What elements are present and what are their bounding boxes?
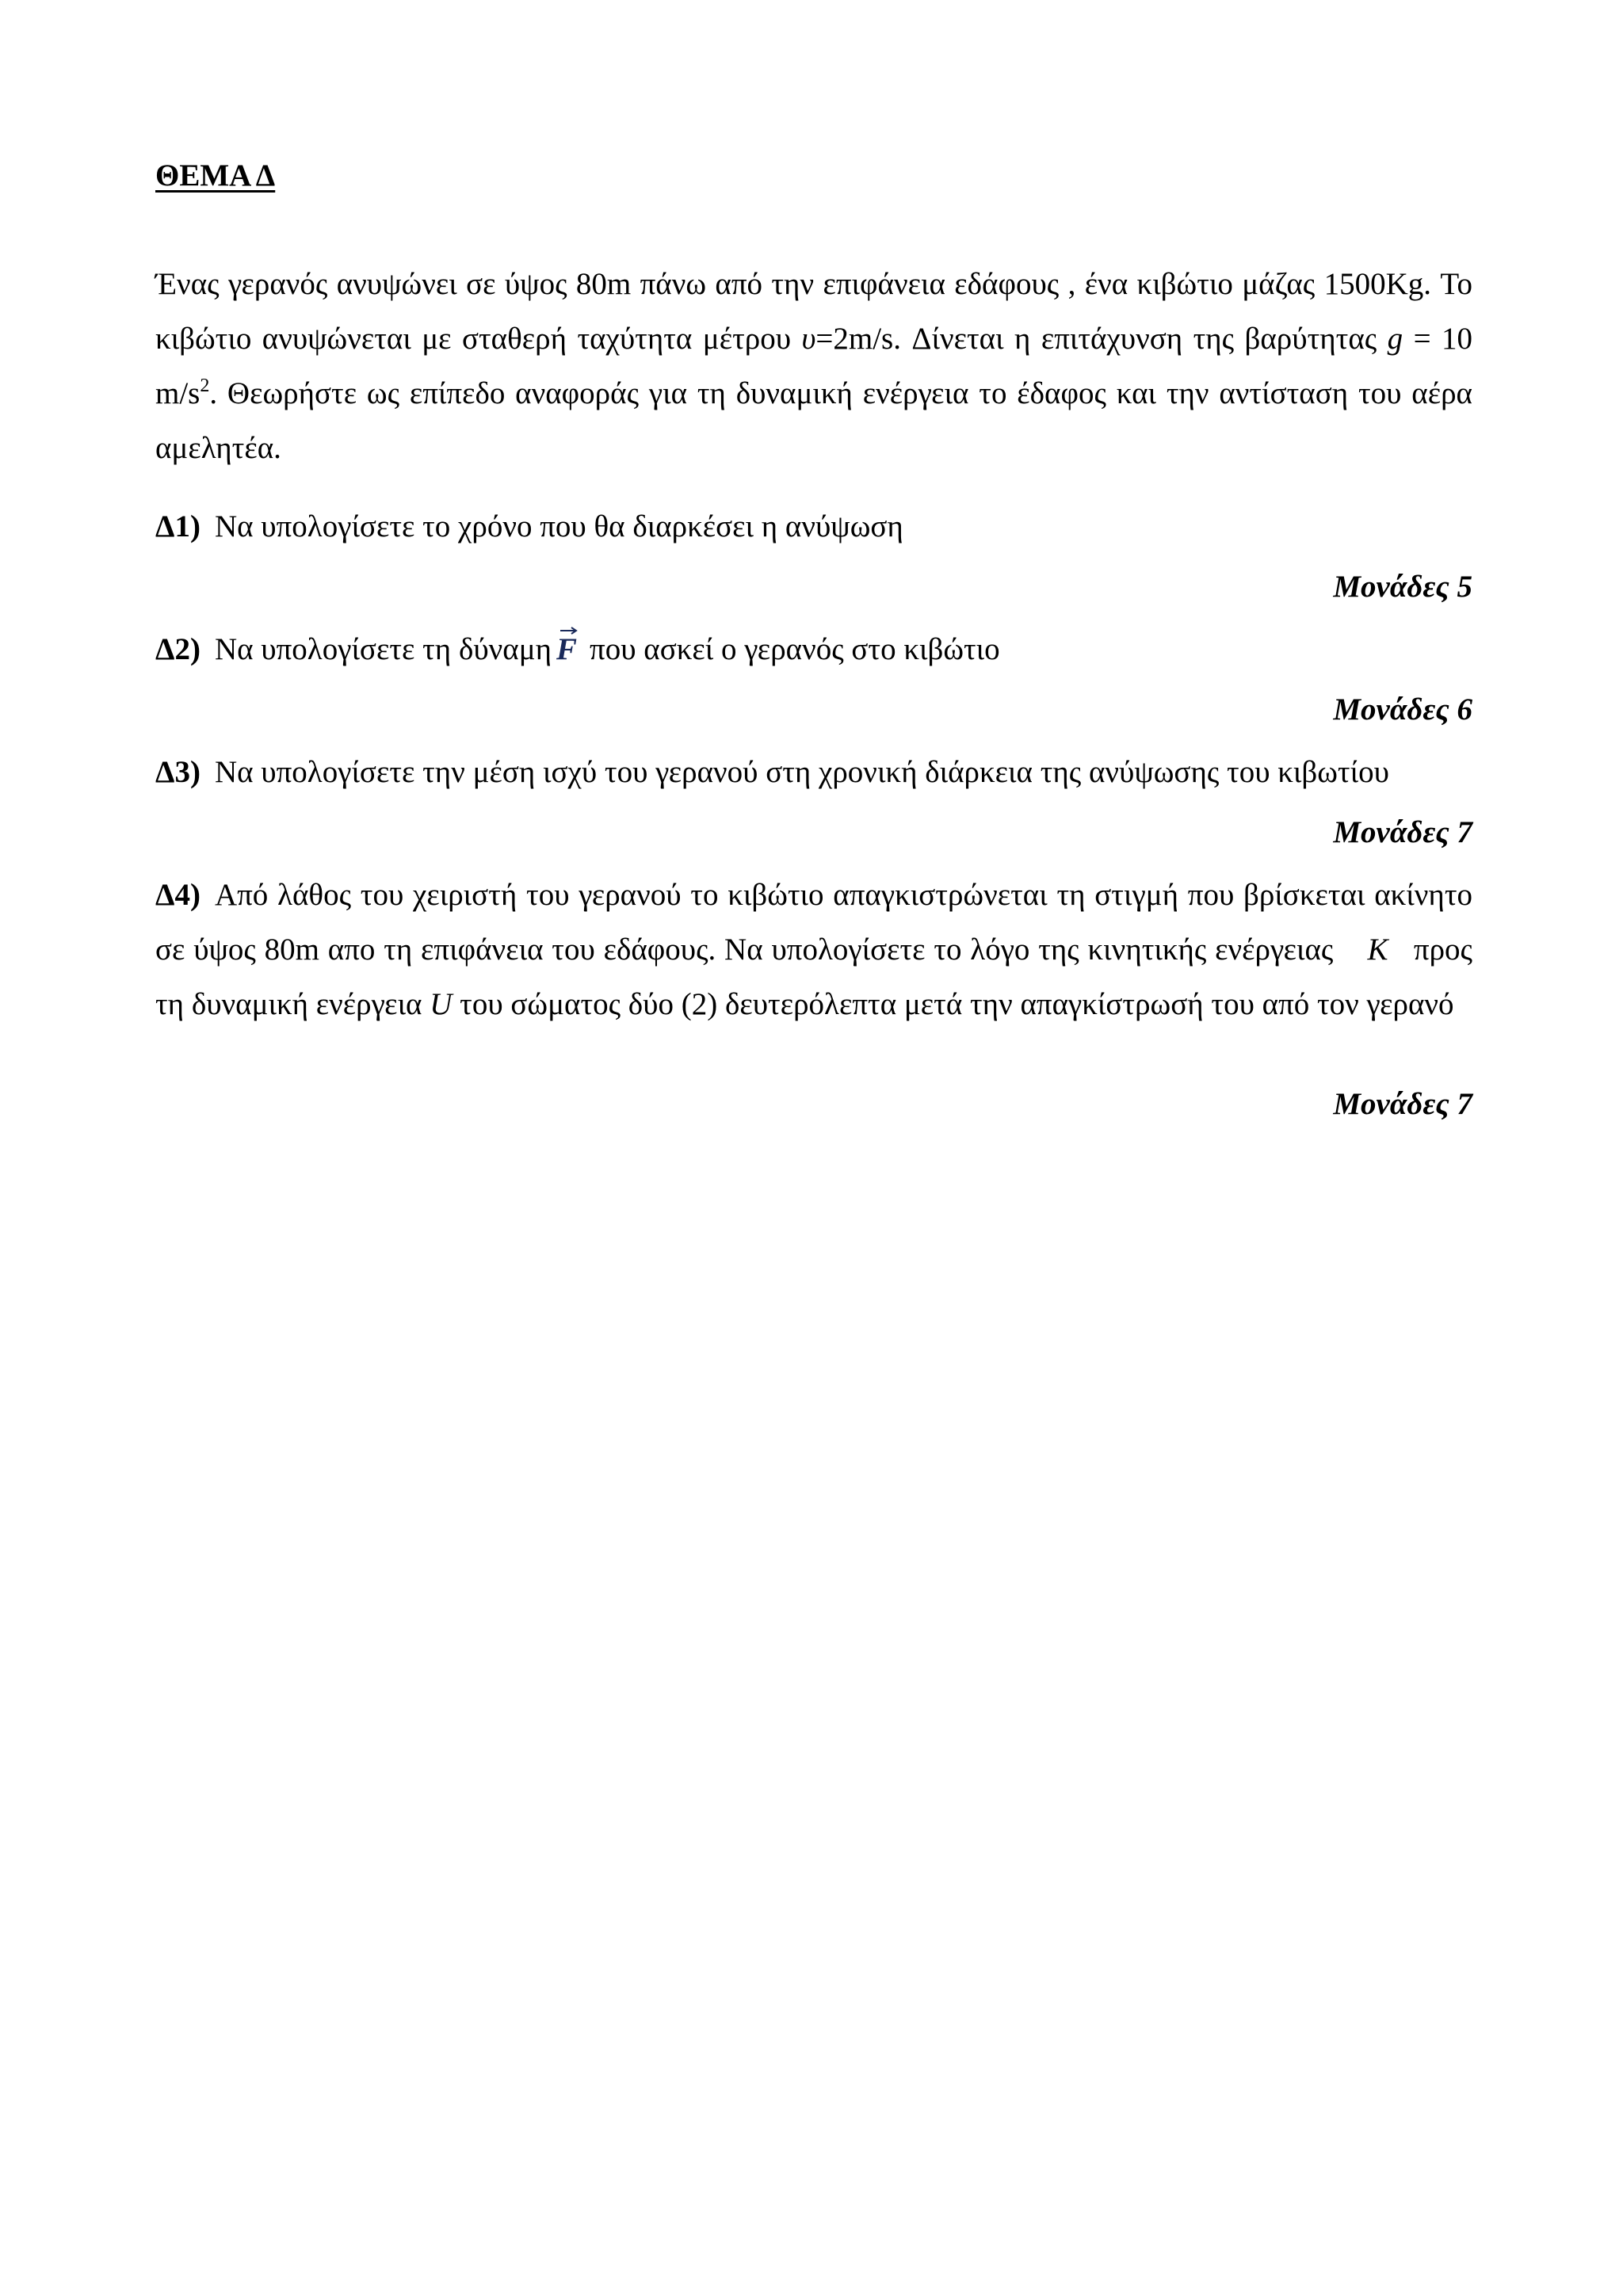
question-label: Δ1) [155, 509, 200, 543]
marks-d4: Μονάδες 7 [1333, 1087, 1472, 1121]
marks-d2: Μονάδες 6 [1333, 692, 1472, 727]
question-text: Να υπολογίσετε την μέση ισχύ του γερανού στη χρονική διάρκεια της ανύψωσης του κιβωτίου [214, 755, 1389, 789]
intro-text-3: = 10 m/s [155, 322, 1472, 410]
problem-statement [155, 257, 1472, 475]
exponent: 2 [200, 376, 210, 396]
section-title: ΘΕΜΑ Δ [155, 158, 276, 193]
marks-d3: Μονάδες 7 [1333, 815, 1472, 849]
question-text-c: του σώματος δύο (2) δευτερόλεπτα μετά την απαγκίστρωσή του από τον γερανό [452, 987, 1454, 1021]
vector-arrow-icon [559, 627, 579, 635]
question-text-after: που ασκεί ο γερανός στο κιβώτιο [590, 632, 1000, 666]
intro-text-1: Ένας γερανός ανυψώνει σε ύψος 80m πάνω από την επιφάνεια εδάφους , ένα κιβώτιο μάζας 1500Kg. Το κιβώτιο ανυψώνεται με σταθερή ταχύτητα μέτρου [155, 267, 1472, 356]
question-label: Δ3) [155, 755, 200, 789]
intro-text-4: . Θεωρήστε ως επίπεδο αναφοράς για τη δυναμική ενέργεια το έδαφος και την αντίσταση του αέρα αμελητέα. [155, 376, 1472, 465]
question-text-b: προς τη δυναμική ενέργεια [155, 933, 1480, 1021]
intro-text-2: =2m/s. Δίνεται η επιτάχυνση της βαρύτητας [815, 322, 1388, 356]
question-d2 [155, 622, 1472, 677]
marks-d1: Μονάδες 5 [1333, 570, 1472, 604]
question-label: Δ2) [155, 632, 200, 666]
potential-energy-symbol: U [430, 987, 453, 1021]
question-d3 [155, 745, 1472, 799]
velocity-symbol: υ [801, 322, 816, 356]
question-d4 [155, 868, 1480, 1032]
question-text-before: Να υπολογίσετε τη δύναμη [214, 632, 552, 666]
document-content [155, 152, 1480, 1131]
kinetic-energy-symbol: K [1367, 933, 1388, 967]
question-text-a: Από λάθος του χειριστή του γερανού το κιβώτιο απαγκιστρώνεται τη στιγμή που βρίσκεται ακίνητο σε ύψος 80m απο τη επιφάνεια του εδάφους. Να υπολογίσετε το λόγο της κινητικής ενέργειας [155, 878, 1480, 967]
gravity-symbol: g [1387, 322, 1403, 356]
question-text: Να υπολογίσετε το χρόνο που θα διαρκέσει η ανύψωση [214, 509, 903, 543]
force-vector-symbol: F [556, 622, 580, 677]
question-label: Δ4) [155, 878, 200, 912]
question-d1 [155, 499, 1472, 554]
